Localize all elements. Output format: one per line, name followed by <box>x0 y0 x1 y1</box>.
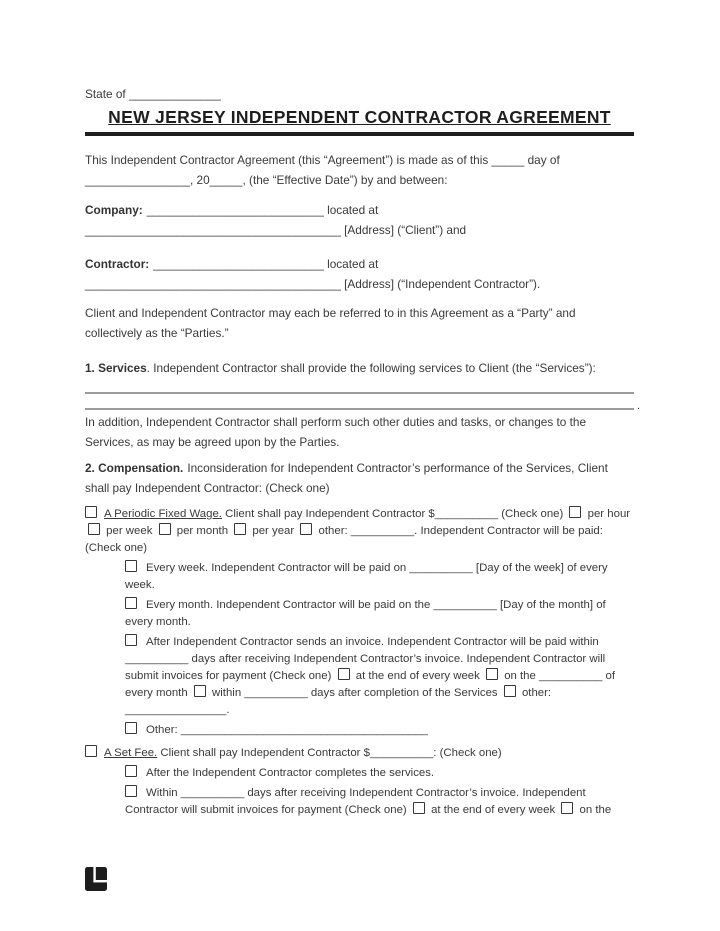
invoice-within-label: within __________ days after completion of the Services <box>212 687 498 699</box>
option-paid-other <box>125 722 634 739</box>
state-of-line: State of ______________ <box>85 87 221 101</box>
checkbox-invoice-other[interactable] <box>504 685 516 697</box>
services-blank-line-1[interactable] <box>85 378 634 394</box>
company-address-line: _______________________________________ [Address] (“Client”) and <box>85 223 467 237</box>
setfee-on-the-label: on the <box>579 804 612 816</box>
checkbox-paid-every-month[interactable] <box>125 597 137 609</box>
checkbox-setfee-on-the[interactable] <box>561 802 573 814</box>
document-page <box>85 84 640 822</box>
option-within-days <box>125 785 634 819</box>
compensation-number-label: 2. Compensation. <box>85 461 184 475</box>
paid-every-week-text: Every week. Independent Contractor will be paid on __________ [Day of the week] of every week. <box>125 562 608 591</box>
option-periodic-fixed-wage <box>85 506 634 557</box>
periodic-fixed-wage-title: A Periodic Fixed Wage. <box>104 508 222 520</box>
services-number-label: 1. Services <box>85 361 147 375</box>
services-blank-line-2[interactable] <box>85 394 640 412</box>
per-hour-label: per hour <box>587 508 631 520</box>
checkbox-paid-after-invoice[interactable] <box>125 634 137 646</box>
option-paid-every-month <box>125 597 634 631</box>
page-title-text: NEW JERSEY INDEPENDENT CONTRACTOR AGREEMENT <box>108 107 611 127</box>
checkbox-paid-other[interactable] <box>125 722 137 734</box>
compensation-heading-text: Inconsideration for Independent Contractor’s performance of the Services, Client shall pay Independent Contractor: (Check one) <box>85 461 608 495</box>
intro-paragraph: This Independent Contractor Agreement (this “Agreement”) is made as of this _____ day of ________________, 20_____, (the “Effective Date”) by and between: <box>85 153 560 187</box>
option-paid-after-invoice <box>125 634 634 719</box>
invoice-other-label: other: <box>521 687 552 699</box>
contractor-name-blank: __________________________ located at <box>153 257 379 271</box>
checkbox-per-month[interactable] <box>159 523 171 535</box>
per-week-label: per week <box>106 525 153 537</box>
after-completion-text: After the Independent Contractor completes the services. <box>146 767 435 779</box>
checkbox-other-rate[interactable] <box>300 523 312 535</box>
checkbox-invoice-within[interactable] <box>194 685 206 697</box>
legal-templates-logo-icon <box>85 867 107 891</box>
checkbox-per-week[interactable] <box>88 523 100 535</box>
checkbox-paid-every-week[interactable] <box>125 560 137 572</box>
within-days-text: Within __________ days after receiving Independent Contractor’s invoice. Independent Contractor will submit invoices for payment (Check one) <box>125 787 586 816</box>
contractor-block <box>85 254 634 294</box>
checkbox-periodic-fixed-wage[interactable] <box>85 506 97 518</box>
checkbox-after-completion[interactable] <box>125 765 137 777</box>
services-heading-text: . Independent Contractor shall provide the following services to Client (the “Services”): <box>146 361 596 375</box>
set-fee-title: A Set Fee. <box>104 747 158 759</box>
other-rate-label: other: __________. Independent Contractor will be paid: (Check one) <box>85 525 603 554</box>
checkbox-setfee-end-of-week[interactable] <box>413 802 425 814</box>
checkbox-within-days[interactable] <box>125 785 137 797</box>
set-fee-text: Client shall pay Independent Contractor $__________: (Check one) <box>160 747 502 759</box>
company-block <box>85 200 634 240</box>
option-set-fee <box>85 745 634 762</box>
checkbox-invoice-end-of-week[interactable] <box>338 668 350 680</box>
checkbox-set-fee[interactable] <box>85 745 97 757</box>
per-year-label: per year <box>252 525 295 537</box>
periodic-fixed-wage-text: Client shall pay Independent Contractor $__________ (Check one) <box>225 508 564 520</box>
invoice-on-the-label: on the __________ of every month <box>125 670 616 699</box>
checkbox-per-year[interactable] <box>234 523 246 535</box>
option-after-completion <box>125 765 634 782</box>
paid-after-invoice-text: After Independent Contractor sends an invoice. Independent Contractor will be paid within __________ days after receiving Independent Contractor’s invoice. Independent Contractor will submit invoices for payment (Check one) <box>125 636 606 682</box>
contractor-label: Contractor: <box>85 257 150 271</box>
contractor-address-line: _______________________________________ [Address] (“Independent Contractor”). <box>85 277 541 291</box>
checkbox-invoice-on-the[interactable] <box>486 668 498 680</box>
setfee-end-of-week-label: at the end of every week <box>431 804 556 816</box>
section-compensation-heading <box>85 458 634 498</box>
company-name-blank: ___________________________ located at <box>146 203 379 217</box>
paid-every-month-text: Every month. Independent Contractor will be paid on the __________ [Day of the month] of every month. <box>125 599 606 628</box>
option-paid-every-week <box>125 560 634 594</box>
invoice-end-of-week-label: at the end of every week <box>355 670 480 682</box>
checkbox-per-hour[interactable] <box>569 506 581 518</box>
company-label: Company: <box>85 203 143 217</box>
services-addition-paragraph: In addition, Independent Contractor shall perform such other duties and tasks, or changes to the Services, as may be agreed upon by the Parties. <box>85 415 587 449</box>
parties-paragraph: Client and Independent Contractor may each be referred to in this Agreement as a “Party” and collectively as the “Parties.” <box>85 306 576 340</box>
paid-other-text: Other: _______________________________________ <box>146 724 428 736</box>
page-title <box>85 107 634 136</box>
per-month-label: per month <box>176 525 229 537</box>
section-services-heading <box>85 358 634 378</box>
line-tail-period: . <box>636 400 640 412</box>
invoice-other-blank: ________________. <box>125 704 230 716</box>
